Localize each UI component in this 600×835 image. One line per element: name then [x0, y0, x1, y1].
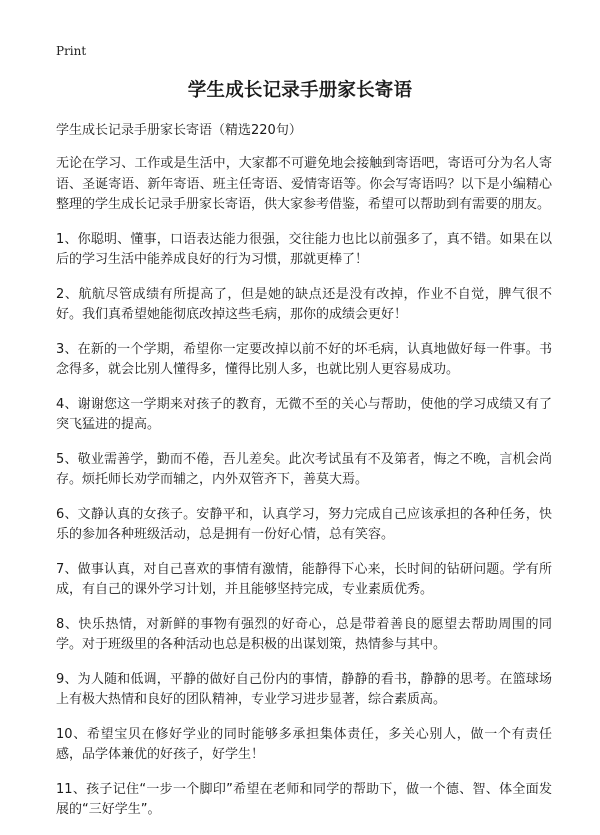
- list-item: 11、孩子记住“一步一个脚印”希望在老师和同学的帮助下，做一个德、智、体全面发展的“三好学生”。: [56, 781, 552, 817]
- list-item: 1、你聪明、懂事，口语表达能力很强，交往能力也比以前强多了，真不错。如果在以后的学习生活中能养成良好的行为习惯，那就更棒了！: [56, 231, 552, 267]
- page-title: 学生成长记录手册家长寄语: [187, 80, 413, 101]
- list-item: 3、在新的一个学期，希望你一定要改掉以前不好的坏毛病，认真地做好每一件事。书念得多，就会比别人懂得多，懂得比别人多，也就比别人更容易成功。: [56, 341, 552, 377]
- list-item: 2、航航尽管成绩有所提高了，但是她的缺点还是没有改掉，作业不自觉，脾气很不好。我们真希望她能彻底改掉这些毛病，那你的成绩会更好！: [56, 286, 552, 322]
- article-subtitle: 学生成长记录手册家长寄语（精选220句）: [56, 123, 302, 138]
- article-body: [56, 122, 552, 835]
- print-link[interactable]: Print: [56, 44, 87, 58]
- list-item: 9、为人随和低调，平静的做好自己份内的事情，静静的看书，静静的思考。在篮球场上有极大热情和良好的团队精神，专业学习进步显著，综合素质高。: [56, 671, 552, 707]
- list-item: 5、敬业需善学，勤而不倦，吾儿差矣。此次考试虽有不及第者，悔之不晚，言机会尚存。烦托师长劝学而辅之，内外双管齐下，善莫大焉。: [56, 451, 552, 487]
- list-item: 4、谢谢您这一学期来对孩子的教育，无微不至的关心与帮助，使他的学习成绩又有了突飞猛进的提高。: [56, 396, 552, 432]
- list-item: 6、文静认真的女孩子。安静平和，认真学习，努力完成自己应该承担的各种任务，快乐的参加各种班级活动，总是拥有一份好心情，总有笑容。: [56, 506, 552, 542]
- list-item: 10、希望宝贝在修好学业的同时能够多承担集体责任，多关心别人，做一个有责任感，品学体兼优的好孩子，好学生！: [56, 726, 552, 762]
- intro-paragraph: 无论在学习、工作或是生活中，大家都不可避免地会接触到寄语吧，寄语可分为名人寄语、圣诞寄语、新年寄语、班主任寄语、爱情寄语等。你会写寄语吗？以下是小编精心整理的学生成长记录手册家长寄语，供大家参考借鉴，希望可以帮助到有需要的朋友。: [56, 156, 552, 212]
- list-item: 7、做事认真，对自己喜欢的事情有激情，能静得下心来，长时间的钻研问题。学有所成，有自己的课外学习计划，并且能够坚持完成，专业素质优秀。: [56, 561, 552, 597]
- list-item: 8、快乐热情，对新鲜的事物有强烈的好奇心，总是带着善良的愿望去帮助周围的同学。对于班级里的各种活动也总是积极的出谋划策，热情参与其中。: [56, 616, 552, 652]
